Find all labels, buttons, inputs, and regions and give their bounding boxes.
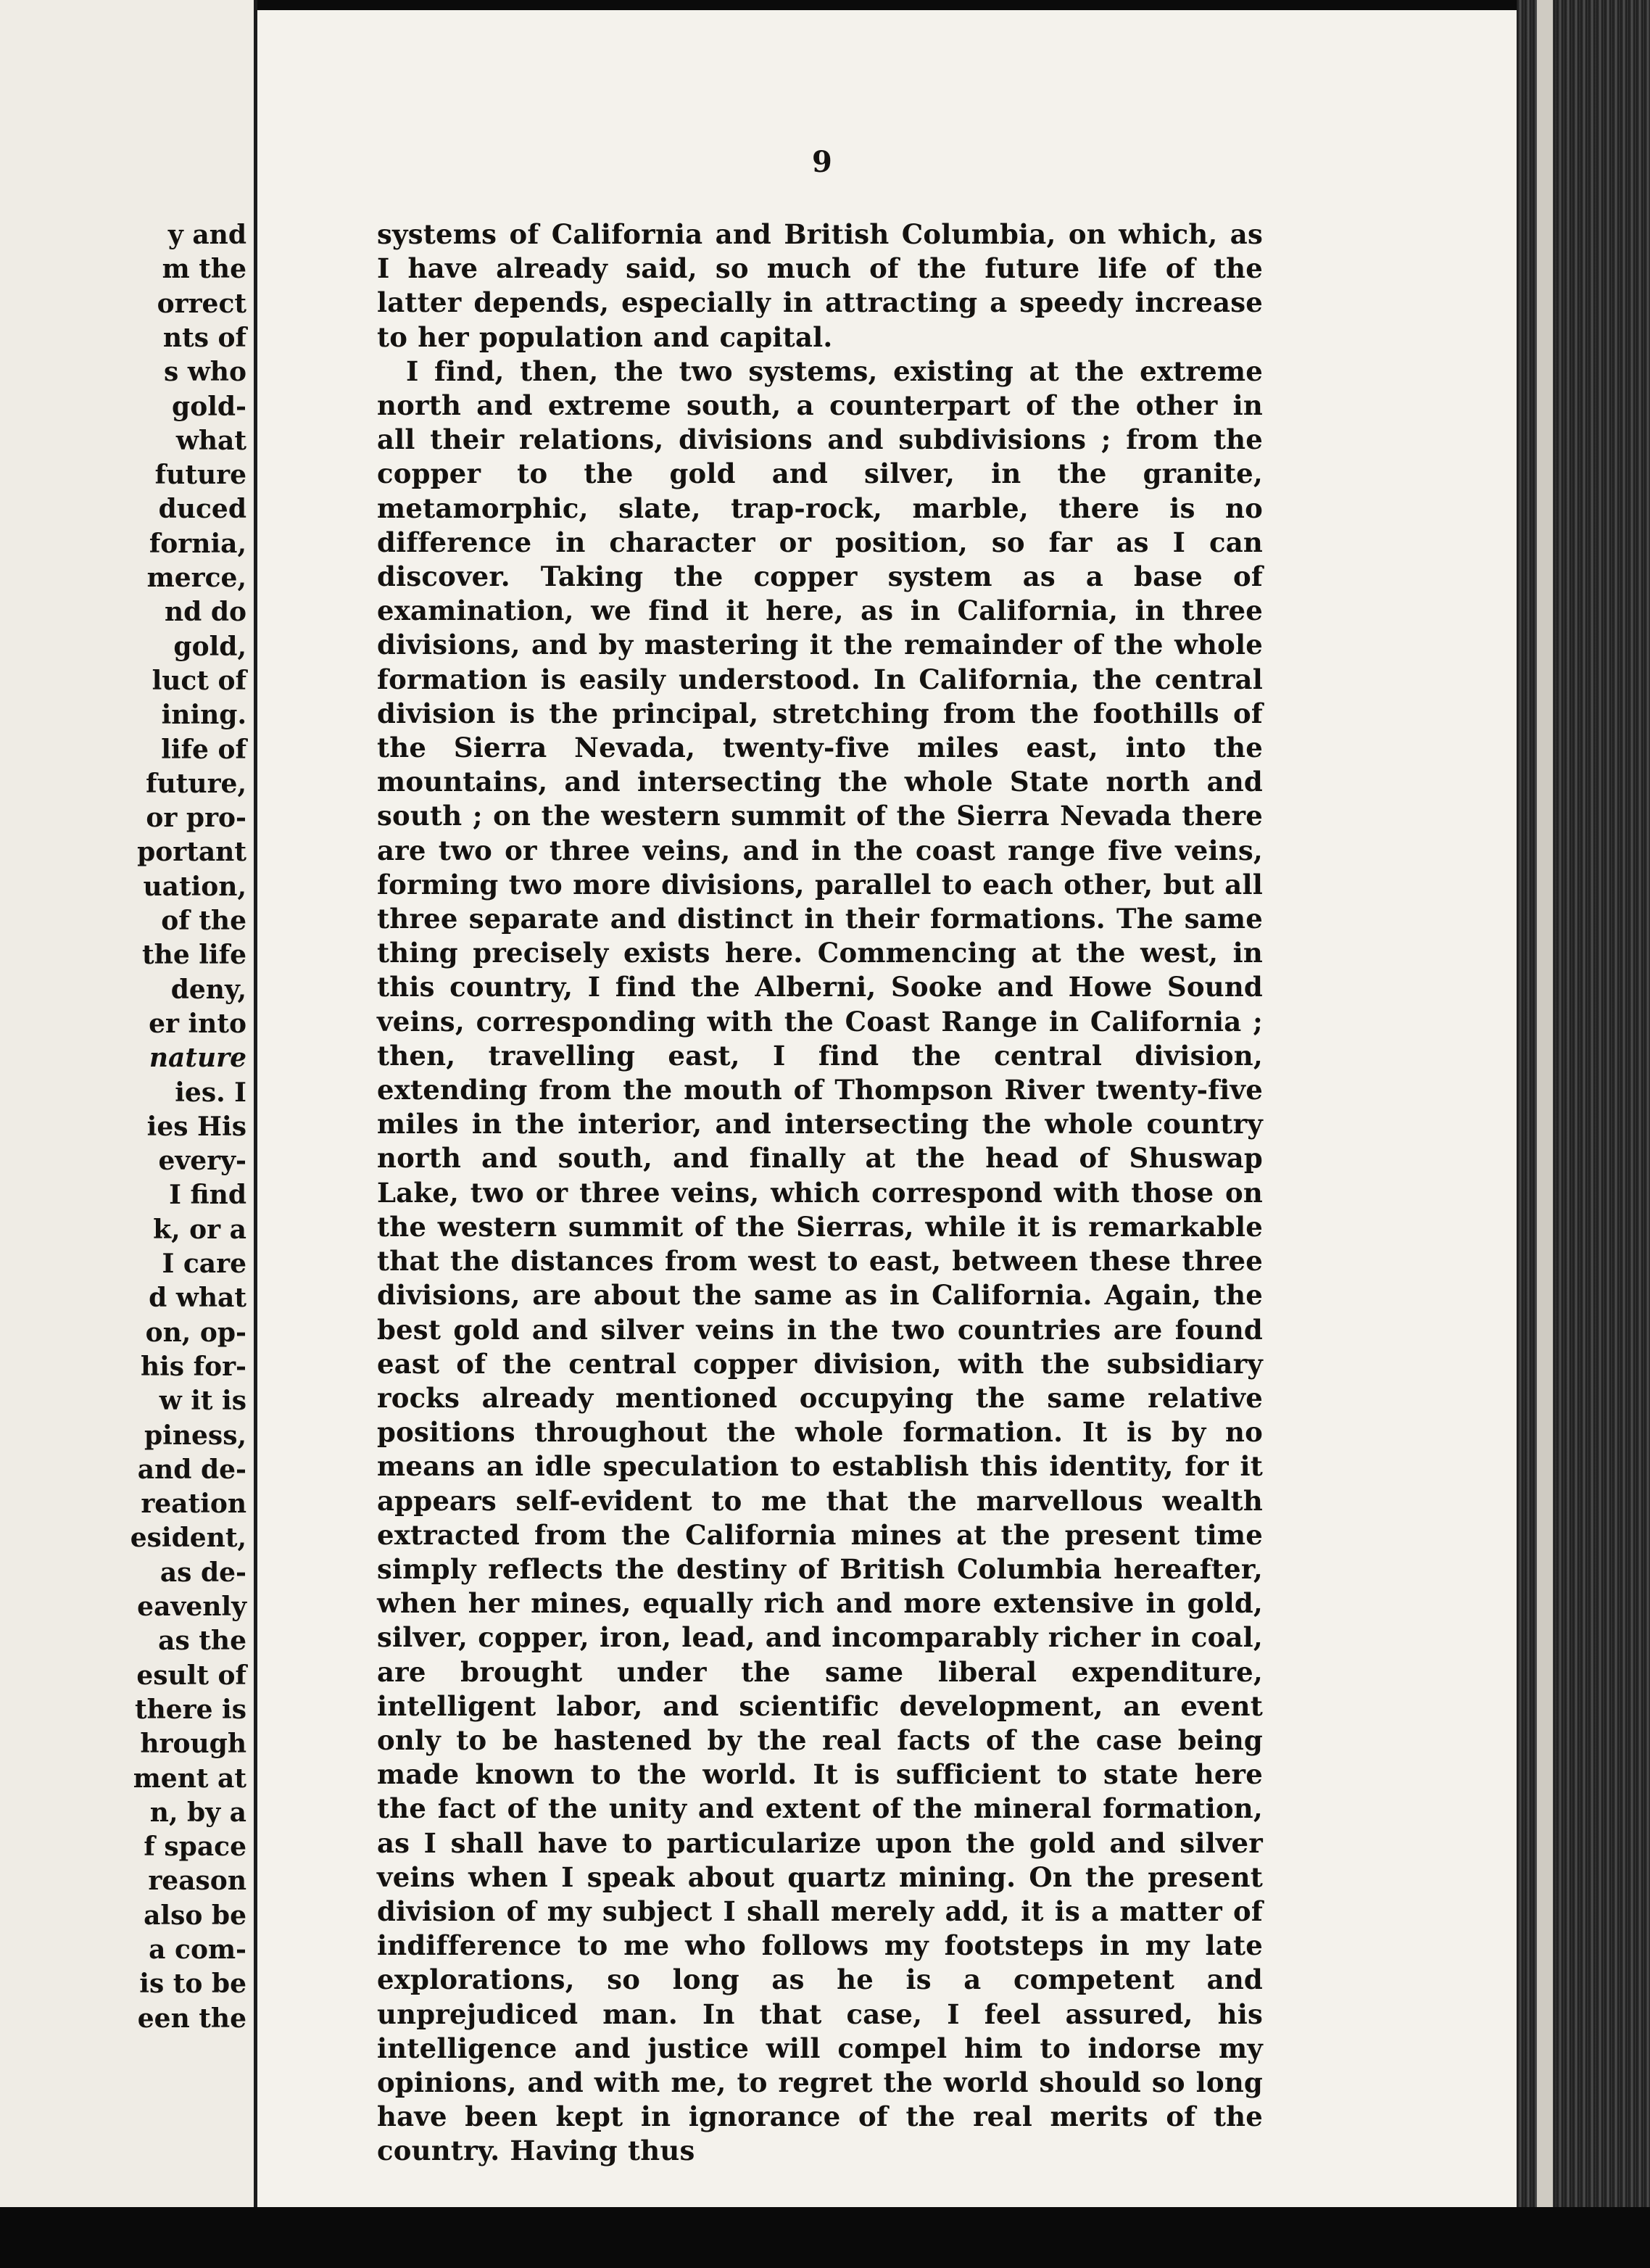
left-page-fragment: as the (158, 1626, 246, 1657)
page-stack-highlight (1537, 0, 1553, 2207)
left-page-fragment: ies. I (175, 1077, 246, 1108)
left-page-fragment: ies His (146, 1111, 246, 1142)
main-text-column (377, 218, 1263, 2197)
left-page-fragment: fornia, (149, 528, 246, 559)
left-page-fragment: nd do (164, 597, 246, 628)
left-page-fragment: is to be (139, 1969, 246, 2000)
left-page-fragment: I care (162, 1249, 246, 1279)
left-page-fragment: the life (142, 940, 246, 971)
left-page-fragment: duced (158, 494, 246, 525)
left-page-fragment: merce, (146, 563, 246, 593)
left-page-fragment: and de- (137, 1454, 246, 1485)
left-page-fragment: there is (134, 1694, 246, 1725)
left-page-fragment: nature (149, 1043, 246, 1074)
book-gutter (254, 0, 257, 2207)
left-page-fragment: his for- (140, 1351, 246, 1382)
scan-border-bottom (0, 2207, 1650, 2268)
left-page-fragment: also be (144, 1900, 246, 1931)
left-page-fragment: een the (137, 2003, 246, 2034)
left-page-fragment: future (154, 460, 246, 491)
left-page-fragment: luct of (152, 665, 246, 696)
left-page-fragment: ining. (161, 700, 246, 731)
page-number: 9 (812, 145, 832, 179)
left-page-fragment: life of (161, 734, 246, 765)
left-page-fragment: reation (141, 1489, 246, 1520)
left-page-fragment: or pro- (146, 803, 246, 834)
left-page-fragment: s who (164, 357, 246, 388)
left-page-fragment: n, by a (149, 1797, 246, 1828)
left-page-fragment: portant (137, 837, 246, 868)
left-page-fragment: future, (146, 768, 246, 799)
left-page-fragment: as de- (159, 1557, 246, 1588)
left-page-fragment: y and (167, 220, 246, 250)
left-page-fragment: gold, (173, 631, 246, 662)
left-page-fragment: of the (161, 906, 246, 936)
left-page-fragment: esult of (136, 1660, 246, 1691)
left-page-fragment: ment at (133, 1763, 246, 1794)
left-page-fragment: nts of (162, 322, 246, 353)
left-page-fragment: m the (162, 254, 246, 285)
left-page-fragment: uation, (143, 871, 246, 902)
left-page-fragment: gold- (172, 391, 246, 422)
left-page-fragment: d what (149, 1283, 246, 1314)
left-page-fragment: every- (158, 1146, 246, 1177)
left-page-fragment: esident, (130, 1523, 246, 1554)
left-page-edge (0, 0, 254, 2207)
left-page-fragment: on, op- (145, 1317, 246, 1348)
left-page-fragment: er into (149, 1008, 246, 1039)
left-page-fragment: w it is (159, 1386, 246, 1417)
paragraph-continuation: systems of California and British Columbia, on which, as I have already said, so much of the future life of the latter depends, especially in attracting a speedy increase to her population and capital. (377, 218, 1263, 353)
paragraph-main: I find, then, the two systems, existing at the extreme north and extreme south, a counterpart of the other in all their relations, divisions and subdivisions ; from the copper to the gold and silver, in the granite, metamorphic, slate, trap-rock, marble, there is no difference in character or position, so far as I can discover. Taking the copper system as a base of examination, we find it here, as in California, in three divisions, and by mastering it the remainder of the whole formation is easily understood. In California, the central division is the principal, stretching from the foothills of the Sierra Nevada, twenty-five miles east, into the mountains, and intersecting the whole State north and south ; on the western summit of the Sierra Nevada there are two or three veins, and in the coast range five veins, forming two more divisions, parallel to each other, but all three separate and distinct in their formations. The same thing precisely exists here. Commencing at the west, in this country, I find the Alberni, Sooke and Howe Sound veins, corresponding with the Coast Range in California ; then, travelling east, I find the central division, extending from the mouth of Thompson River twenty-five miles in the interior, and intersecting the whole country north and south, and finally at the head of Shuswap Lake, two or three veins, which correspond with those on the western summit of the Sierras, while it is remarkable that the distances from west to east, between these three divisions, are about the same as in California. Again, the best gold and silver veins in the two countries are found east of the central copper division, with the subsidiary rocks already mentioned occupying the same relative positions throughout the whole formation. It is by no means an idle speculation to establish this identity, for it appears self-evident to me that the marvellous wealth extracted from the California mines at the present time simply reflects the destiny of British Columbia hereafter, when her mines, equally rich and more extensive in gold, silver, copper, iron, lead, and incomparably richer in coal, are brought under the same liberal expenditure, intelligent labor, and scientific development, an event only to be hastened by the real facts of the case being made known to the world. It is sufficient to state here the fact of the unity and extent of the mineral formation, as I shall have to particularize upon the gold and silver veins when I speak about quartz mining. On the present division of my subject I shall merely add, it is a matter of indifference to me who follows my footsteps in my late explorations, so long as he is a competent and unprejudiced man. In that case, I feel assured, his intelligence and justice will compel him to indorse my opinions, and with me, to regret the world should so long have been kept in ignorance of the real merits of the country. Having thus (377, 355, 1263, 2167)
left-page-fragment: I find (169, 1180, 246, 1211)
left-page-fragment: hrough (140, 1729, 246, 1760)
left-page-fragment: what (175, 425, 246, 456)
left-page-fragment: deny, (170, 974, 246, 1005)
left-page-fragment: reason (148, 1866, 246, 1897)
left-page-fragment: k, or a (153, 1214, 246, 1245)
left-page-fragment: f space (144, 1832, 246, 1863)
left-page-fragment: eavenly (137, 1592, 246, 1622)
left-page-fragment: a com- (149, 1934, 246, 1965)
left-page-fragment: orrect (157, 288, 246, 319)
left-page-fragment: piness, (144, 1420, 246, 1451)
